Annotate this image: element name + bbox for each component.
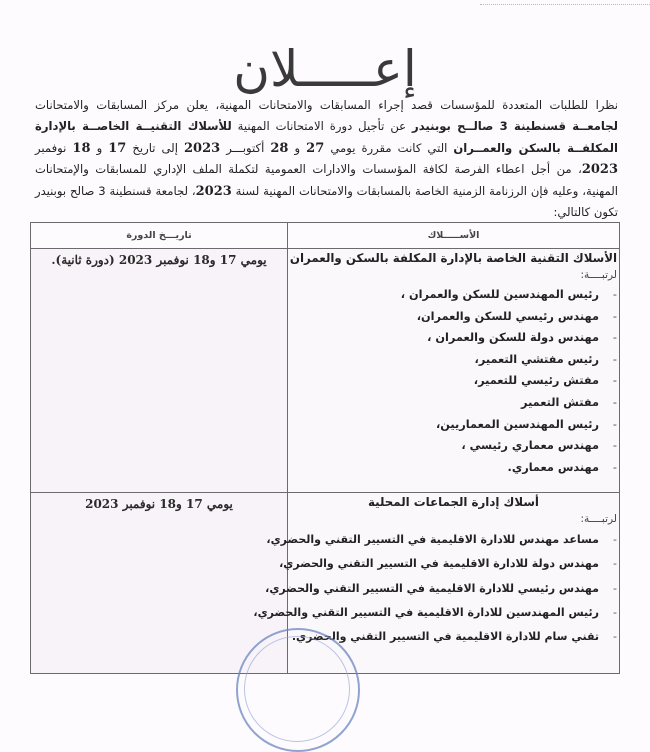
dash: - bbox=[612, 439, 617, 453]
corps-cell bbox=[288, 249, 620, 493]
rank-name: مهندس رئيسي للادارة الاقليمية في التسيير التقني والحضري، bbox=[265, 581, 599, 595]
list-item bbox=[288, 284, 617, 306]
list-item bbox=[265, 577, 617, 601]
dash: - bbox=[613, 630, 617, 644]
schedule-table bbox=[30, 222, 620, 674]
date-cell bbox=[31, 249, 288, 493]
intro-text-6: ، لجامعة قسنطينة 3 صالح بوبنيدر تكون كالتالي: bbox=[35, 183, 618, 220]
dash: - bbox=[612, 288, 617, 301]
rank-name: رئيس المهندسين للادارة الاقليمية في التسيير التقني والحضري، bbox=[253, 605, 599, 619]
rank-list bbox=[253, 528, 619, 649]
rank-name: مهندس دولة للسكن والعمران ، bbox=[427, 331, 599, 345]
announcement-paragraph bbox=[35, 95, 618, 223]
intro-corps-name: للأسلاك التقنيــة الخاصــة بالإدارة المكلفــة بالسكن والعمــران bbox=[35, 119, 618, 155]
page-title: إعـــــلان bbox=[233, 40, 417, 98]
date-cell bbox=[31, 493, 288, 674]
list-item bbox=[288, 306, 617, 328]
dash: - bbox=[613, 605, 617, 619]
rank-name: مهندس دولة للادارة الاقليمية في التسيير التقني والحضري، bbox=[279, 557, 599, 571]
list-item bbox=[288, 435, 617, 457]
rank-label: لرتبــــة: bbox=[580, 513, 617, 525]
list-item bbox=[288, 349, 617, 371]
rank-name: مهندس معماري رئيسي ، bbox=[461, 439, 599, 453]
official-stamp-inner-ring bbox=[244, 636, 350, 742]
dash: - bbox=[612, 374, 617, 388]
session-date: يومي 17 و18 نوفمبر 2023 (دورة ثانية). bbox=[51, 253, 267, 267]
header-corps: الأســـــلاك bbox=[288, 223, 620, 249]
intro-university-name: لجامعــة قسنطينة 3 صالــح بوبنيدر bbox=[412, 119, 618, 134]
conjunction: و bbox=[288, 140, 307, 155]
old-day-2: 28 bbox=[270, 140, 289, 156]
rank-name: مهندس معماري. bbox=[507, 460, 599, 474]
new-year: 2023 bbox=[581, 162, 618, 178]
table-row bbox=[31, 249, 620, 493]
table-header-row bbox=[31, 223, 620, 249]
list-item bbox=[266, 528, 617, 552]
rank-list bbox=[288, 284, 619, 478]
new-day-1: 17 bbox=[108, 140, 127, 156]
dash: - bbox=[612, 331, 617, 345]
old-day-1: 27 bbox=[306, 140, 325, 156]
intro-text-5: ، من أجل اعطاء الفرصة لكافة المؤسسات والادارات العمومية لتكملة الملف الإداري للمسابقات والإمتحانات المهنية، وعليه فإن الرزنامة الزمنية الخاصة بالمسابقات والامتحانات المهنية لسنة bbox=[35, 162, 618, 198]
rank-name: مفتش التعمير bbox=[521, 395, 599, 409]
list-item bbox=[253, 601, 617, 625]
list-item bbox=[288, 457, 617, 479]
old-month: أكتوبـــر bbox=[220, 140, 271, 155]
list-item bbox=[288, 392, 617, 414]
dash: - bbox=[612, 309, 617, 323]
dash: - bbox=[612, 395, 617, 409]
dash: - bbox=[612, 352, 617, 366]
header-date: تاريـــخ الدورة bbox=[31, 223, 288, 249]
rank-name: رئيس المهندسين للسكن والعمران ، bbox=[400, 288, 599, 301]
intro-text-4: إلى تاريخ bbox=[126, 140, 184, 155]
schedule-year: 2023 bbox=[195, 183, 232, 199]
intro-text-1: نظرا للطلبات المتعددة للمؤسسات قصد إجراء المسابقات والامتحانات المهنية، يعلن مركز المسابقات والامتحانات bbox=[35, 98, 618, 112]
list-item bbox=[279, 552, 617, 576]
dash: - bbox=[612, 460, 617, 474]
rank-name: مفتش رئيسي للتعمير، bbox=[473, 374, 599, 388]
dash: - bbox=[613, 581, 617, 595]
group-title: الأسلاك التقنية الخاصة بالإدارة المكلفة بالسكن والعمران bbox=[289, 251, 618, 265]
old-year: 2023 bbox=[184, 140, 221, 156]
intro-text-2: عن تأجيل دورة الامتحانات المهنية bbox=[231, 119, 413, 134]
rank-name: مهندس رئيسي للسكن والعمران، bbox=[416, 309, 599, 323]
dash: - bbox=[613, 533, 617, 546]
rank-label: لرتبــــة: bbox=[580, 269, 617, 281]
conjunction: و bbox=[90, 140, 109, 155]
rank-name: رئيس مفتشي التعمير، bbox=[474, 352, 599, 366]
dash: - bbox=[612, 417, 617, 431]
rank-name: تقني سام للادارة الاقليمية في التسيير التقني والحضري. bbox=[291, 630, 599, 644]
new-month: نوفمبر bbox=[35, 140, 73, 155]
session-date: يومي 17 و18 نوفمبر 2023 bbox=[85, 497, 233, 511]
list-item bbox=[288, 370, 617, 392]
group-title: أسلاك إدارة الجماعات المحلية bbox=[368, 495, 539, 509]
intro-text-3: التي كانت مقررة يومي bbox=[324, 140, 454, 155]
rank-name: رئيس المهندسين المعماريين، bbox=[435, 417, 599, 431]
list-item bbox=[288, 414, 617, 436]
dash: - bbox=[613, 557, 617, 571]
cut-off-text-edge bbox=[480, 0, 650, 5]
list-item bbox=[288, 327, 617, 349]
rank-name: مساعد مهندس للادارة الاقليمية في التسيير التقني والحضري، bbox=[266, 533, 599, 546]
new-day-2: 18 bbox=[72, 140, 91, 156]
